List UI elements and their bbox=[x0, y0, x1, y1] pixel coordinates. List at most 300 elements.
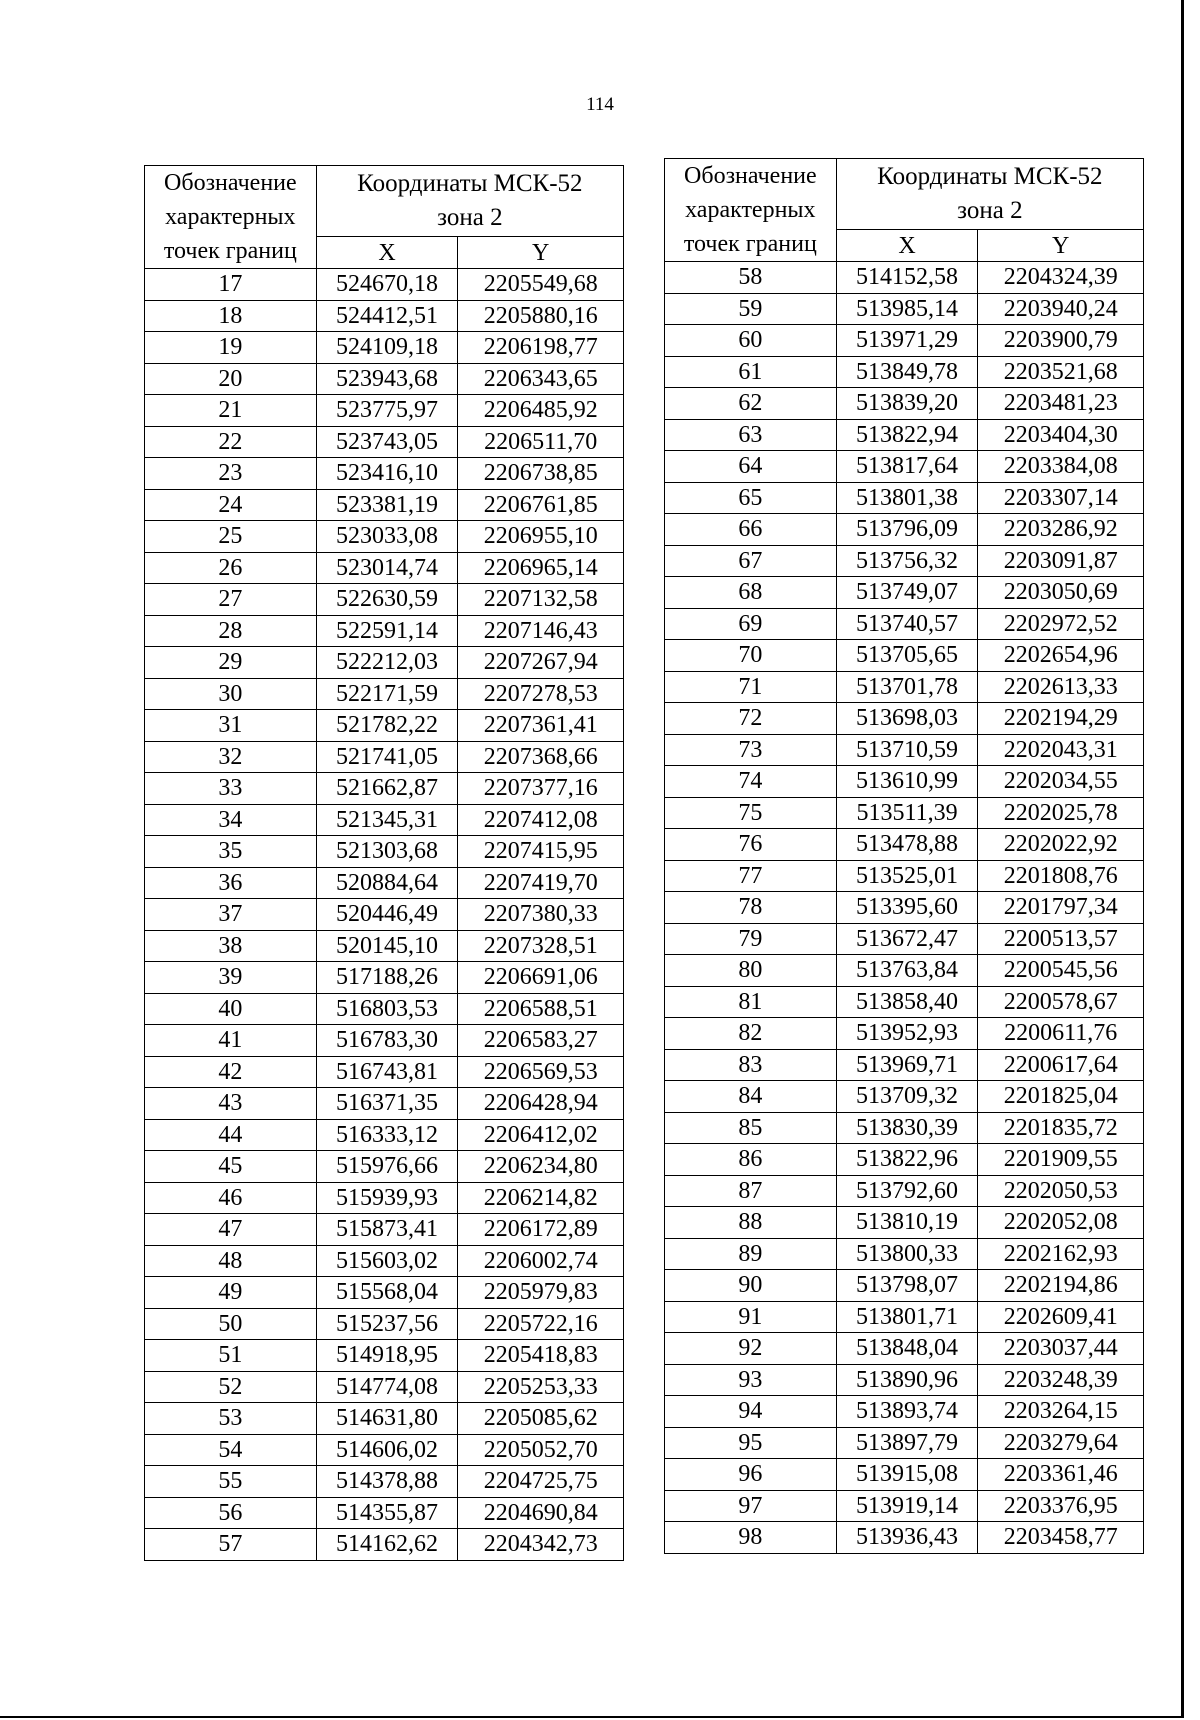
y-coordinate-cell: 2207278,53 bbox=[458, 678, 624, 710]
point-id-cell: 19 bbox=[145, 332, 317, 364]
point-id-cell: 20 bbox=[145, 363, 317, 395]
table-row bbox=[145, 1056, 624, 1088]
y-coordinate-cell: 2206761,85 bbox=[458, 489, 624, 521]
x-coordinate-cell: 520884,64 bbox=[316, 867, 458, 899]
point-id-cell: 28 bbox=[145, 615, 317, 647]
table-row bbox=[665, 797, 1144, 829]
y-coordinate-cell: 2207267,94 bbox=[458, 647, 624, 679]
x-coordinate-cell: 515939,93 bbox=[316, 1182, 458, 1214]
x-coordinate-cell: 515976,66 bbox=[316, 1151, 458, 1183]
point-id-cell: 91 bbox=[665, 1301, 837, 1333]
x-coordinate-cell: 514606,02 bbox=[316, 1434, 458, 1466]
table-row bbox=[145, 1088, 624, 1120]
x-coordinate-cell: 520145,10 bbox=[316, 930, 458, 962]
point-id-cell: 62 bbox=[665, 388, 837, 420]
y-coordinate-cell: 2207361,41 bbox=[458, 710, 624, 742]
table-row bbox=[665, 388, 1144, 420]
y-coordinate-cell: 2207380,33 bbox=[458, 899, 624, 931]
point-id-cell: 36 bbox=[145, 867, 317, 899]
y-coordinate-cell: 2200513,57 bbox=[978, 923, 1144, 955]
table-row bbox=[145, 1025, 624, 1057]
y-coordinate-cell: 2203037,44 bbox=[978, 1333, 1144, 1365]
y-coordinate-cell: 2203900,79 bbox=[978, 325, 1144, 357]
table-row bbox=[145, 836, 624, 868]
y-coordinate-cell: 2203279,64 bbox=[978, 1427, 1144, 1459]
y-coordinate-cell: 2205979,83 bbox=[458, 1277, 624, 1309]
x-coordinate-cell: 513395,60 bbox=[836, 892, 978, 924]
table-body bbox=[145, 269, 624, 1561]
point-id-cell: 96 bbox=[665, 1459, 837, 1491]
y-coordinate-cell: 2202022,92 bbox=[978, 829, 1144, 861]
x-coordinate-cell: 524670,18 bbox=[316, 269, 458, 301]
point-id-cell: 77 bbox=[665, 860, 837, 892]
table-row bbox=[665, 671, 1144, 703]
table-row bbox=[145, 993, 624, 1025]
point-id-cell: 75 bbox=[665, 797, 837, 829]
table-row bbox=[665, 1238, 1144, 1270]
table-row bbox=[665, 734, 1144, 766]
point-id-cell: 38 bbox=[145, 930, 317, 962]
x-coordinate-cell: 523033,08 bbox=[316, 521, 458, 553]
table-row bbox=[145, 1497, 624, 1529]
table-row bbox=[665, 1018, 1144, 1050]
y-coordinate-cell: 2205085,62 bbox=[458, 1403, 624, 1435]
x-coordinate-cell: 513848,04 bbox=[836, 1333, 978, 1365]
x-coordinate-cell: 513801,38 bbox=[836, 482, 978, 514]
x-coordinate-cell: 514152,58 bbox=[836, 262, 978, 294]
y-coordinate-cell: 2207415,95 bbox=[458, 836, 624, 868]
point-id-cell: 82 bbox=[665, 1018, 837, 1050]
y-coordinate-cell: 2207419,70 bbox=[458, 867, 624, 899]
x-coordinate-cell: 523775,97 bbox=[316, 395, 458, 427]
table-row bbox=[145, 962, 624, 994]
point-id-cell: 84 bbox=[665, 1081, 837, 1113]
table-row bbox=[145, 773, 624, 805]
point-id-cell: 34 bbox=[145, 804, 317, 836]
y-coordinate-cell: 2203404,30 bbox=[978, 419, 1144, 451]
x-coordinate-cell: 513839,20 bbox=[836, 388, 978, 420]
table-row bbox=[665, 955, 1144, 987]
header-point-label: Обозначение характерных точек границ bbox=[665, 159, 837, 262]
table-row bbox=[145, 1182, 624, 1214]
point-id-cell: 67 bbox=[665, 545, 837, 577]
table-row bbox=[145, 1403, 624, 1435]
x-coordinate-cell: 523743,05 bbox=[316, 426, 458, 458]
y-coordinate-cell: 2206955,10 bbox=[458, 521, 624, 553]
y-coordinate-cell: 2204690,84 bbox=[458, 1497, 624, 1529]
x-coordinate-cell: 513710,59 bbox=[836, 734, 978, 766]
table-body bbox=[665, 262, 1144, 1554]
point-id-cell: 55 bbox=[145, 1466, 317, 1498]
point-id-cell: 86 bbox=[665, 1144, 837, 1176]
table-row bbox=[145, 426, 624, 458]
point-id-cell: 69 bbox=[665, 608, 837, 640]
y-coordinate-cell: 2203458,77 bbox=[978, 1522, 1144, 1554]
x-coordinate-cell: 515237,56 bbox=[316, 1308, 458, 1340]
header-point-label: Обозначение характерных точек границ bbox=[145, 166, 317, 269]
y-coordinate-cell: 2206002,74 bbox=[458, 1245, 624, 1277]
table-row bbox=[665, 419, 1144, 451]
y-coordinate-cell: 2203384,08 bbox=[978, 451, 1144, 483]
table-row bbox=[665, 892, 1144, 924]
x-coordinate-cell: 522212,03 bbox=[316, 647, 458, 679]
point-id-cell: 88 bbox=[665, 1207, 837, 1239]
x-coordinate-cell: 516371,35 bbox=[316, 1088, 458, 1120]
y-coordinate-cell: 2202613,33 bbox=[978, 671, 1144, 703]
point-id-cell: 53 bbox=[145, 1403, 317, 1435]
y-coordinate-cell: 2203361,46 bbox=[978, 1459, 1144, 1491]
x-coordinate-cell: 516333,12 bbox=[316, 1119, 458, 1151]
x-coordinate-cell: 516803,53 bbox=[316, 993, 458, 1025]
table-row bbox=[665, 923, 1144, 955]
table-row bbox=[145, 1371, 624, 1403]
x-coordinate-cell: 521782,22 bbox=[316, 710, 458, 742]
x-coordinate-cell: 515873,41 bbox=[316, 1214, 458, 1246]
y-coordinate-cell: 2202050,53 bbox=[978, 1175, 1144, 1207]
y-coordinate-cell: 2205880,16 bbox=[458, 300, 624, 332]
y-coordinate-cell: 2202972,52 bbox=[978, 608, 1144, 640]
x-coordinate-cell: 513698,03 bbox=[836, 703, 978, 735]
table-row bbox=[665, 829, 1144, 861]
y-coordinate-cell: 2201808,76 bbox=[978, 860, 1144, 892]
table-row bbox=[145, 1245, 624, 1277]
x-coordinate-cell: 521662,87 bbox=[316, 773, 458, 805]
point-id-cell: 17 bbox=[145, 269, 317, 301]
x-coordinate-cell: 513858,40 bbox=[836, 986, 978, 1018]
table-row bbox=[665, 1175, 1144, 1207]
point-id-cell: 80 bbox=[665, 955, 837, 987]
y-coordinate-cell: 2201825,04 bbox=[978, 1081, 1144, 1113]
point-id-cell: 97 bbox=[665, 1490, 837, 1522]
table-row bbox=[145, 615, 624, 647]
y-coordinate-cell: 2202654,96 bbox=[978, 640, 1144, 672]
x-coordinate-cell: 523381,19 bbox=[316, 489, 458, 521]
table-row bbox=[665, 1144, 1144, 1176]
table-row bbox=[145, 269, 624, 301]
x-coordinate-cell: 513705,65 bbox=[836, 640, 978, 672]
table-row bbox=[145, 867, 624, 899]
point-id-cell: 63 bbox=[665, 419, 837, 451]
y-coordinate-cell: 2200578,67 bbox=[978, 986, 1144, 1018]
x-coordinate-cell: 513796,09 bbox=[836, 514, 978, 546]
point-id-cell: 78 bbox=[665, 892, 837, 924]
x-coordinate-cell: 513511,39 bbox=[836, 797, 978, 829]
point-id-cell: 42 bbox=[145, 1056, 317, 1088]
point-id-cell: 57 bbox=[145, 1529, 317, 1561]
table-row bbox=[145, 1340, 624, 1372]
x-coordinate-cell: 513830,39 bbox=[836, 1112, 978, 1144]
y-coordinate-cell: 2206172,89 bbox=[458, 1214, 624, 1246]
table-row bbox=[665, 545, 1144, 577]
x-coordinate-cell: 513763,84 bbox=[836, 955, 978, 987]
header-coords-label: Координаты МСК-52 зона 2 bbox=[316, 166, 623, 237]
table-row bbox=[665, 1490, 1144, 1522]
table-row bbox=[665, 1301, 1144, 1333]
table-row bbox=[665, 1333, 1144, 1365]
y-coordinate-cell: 2202043,31 bbox=[978, 734, 1144, 766]
x-coordinate-cell: 513817,64 bbox=[836, 451, 978, 483]
x-coordinate-cell: 523014,74 bbox=[316, 552, 458, 584]
point-id-cell: 66 bbox=[665, 514, 837, 546]
x-coordinate-cell: 514355,87 bbox=[316, 1497, 458, 1529]
point-id-cell: 23 bbox=[145, 458, 317, 490]
point-id-cell: 64 bbox=[665, 451, 837, 483]
point-id-cell: 46 bbox=[145, 1182, 317, 1214]
point-id-cell: 93 bbox=[665, 1364, 837, 1396]
point-id-cell: 21 bbox=[145, 395, 317, 427]
table-row bbox=[665, 1459, 1144, 1491]
x-coordinate-cell: 513849,78 bbox=[836, 356, 978, 388]
x-coordinate-cell: 513792,60 bbox=[836, 1175, 978, 1207]
table-row bbox=[145, 552, 624, 584]
y-coordinate-cell: 2205722,16 bbox=[458, 1308, 624, 1340]
point-id-cell: 68 bbox=[665, 577, 837, 609]
table-row bbox=[665, 1049, 1144, 1081]
x-coordinate-cell: 524412,51 bbox=[316, 300, 458, 332]
table-row bbox=[665, 703, 1144, 735]
point-id-cell: 54 bbox=[145, 1434, 317, 1466]
x-coordinate-cell: 513672,47 bbox=[836, 923, 978, 955]
y-coordinate-cell: 2205549,68 bbox=[458, 269, 624, 301]
x-coordinate-cell: 514378,88 bbox=[316, 1466, 458, 1498]
point-id-cell: 65 bbox=[665, 482, 837, 514]
x-coordinate-cell: 513756,32 bbox=[836, 545, 978, 577]
table-row bbox=[145, 489, 624, 521]
y-coordinate-cell: 2206412,02 bbox=[458, 1119, 624, 1151]
point-id-cell: 98 bbox=[665, 1522, 837, 1554]
point-id-cell: 51 bbox=[145, 1340, 317, 1372]
x-coordinate-cell: 514162,62 bbox=[316, 1529, 458, 1561]
y-coordinate-cell: 2206343,65 bbox=[458, 363, 624, 395]
point-id-cell: 24 bbox=[145, 489, 317, 521]
table-row bbox=[145, 458, 624, 490]
x-coordinate-cell: 513897,79 bbox=[836, 1427, 978, 1459]
point-id-cell: 30 bbox=[145, 678, 317, 710]
table-row bbox=[665, 1396, 1144, 1428]
x-coordinate-cell: 513701,78 bbox=[836, 671, 978, 703]
x-coordinate-cell: 513915,08 bbox=[836, 1459, 978, 1491]
y-coordinate-cell: 2201835,72 bbox=[978, 1112, 1144, 1144]
y-coordinate-cell: 2207146,43 bbox=[458, 615, 624, 647]
x-coordinate-cell: 513985,14 bbox=[836, 293, 978, 325]
x-coordinate-cell: 517188,26 bbox=[316, 962, 458, 994]
point-id-cell: 59 bbox=[665, 293, 837, 325]
x-coordinate-cell: 520446,49 bbox=[316, 899, 458, 931]
table-row bbox=[145, 395, 624, 427]
x-coordinate-cell: 516743,81 bbox=[316, 1056, 458, 1088]
x-coordinate-cell: 521345,31 bbox=[316, 804, 458, 836]
y-coordinate-cell: 2206588,51 bbox=[458, 993, 624, 1025]
point-id-cell: 49 bbox=[145, 1277, 317, 1309]
x-coordinate-cell: 523416,10 bbox=[316, 458, 458, 490]
table-row bbox=[145, 1308, 624, 1340]
y-coordinate-cell: 2203050,69 bbox=[978, 577, 1144, 609]
y-coordinate-cell: 2207377,16 bbox=[458, 773, 624, 805]
point-id-cell: 90 bbox=[665, 1270, 837, 1302]
point-id-cell: 48 bbox=[145, 1245, 317, 1277]
point-id-cell: 32 bbox=[145, 741, 317, 773]
table-row bbox=[145, 678, 624, 710]
y-coordinate-cell: 2203940,24 bbox=[978, 293, 1144, 325]
table-row bbox=[665, 1207, 1144, 1239]
x-coordinate-cell: 513919,14 bbox=[836, 1490, 978, 1522]
point-id-cell: 27 bbox=[145, 584, 317, 616]
y-coordinate-cell: 2203248,39 bbox=[978, 1364, 1144, 1396]
x-coordinate-cell: 515568,04 bbox=[316, 1277, 458, 1309]
point-id-cell: 33 bbox=[145, 773, 317, 805]
point-id-cell: 43 bbox=[145, 1088, 317, 1120]
y-coordinate-cell: 2206965,14 bbox=[458, 552, 624, 584]
header-y: Y bbox=[458, 237, 624, 269]
point-id-cell: 94 bbox=[665, 1396, 837, 1428]
header-x: X bbox=[316, 237, 458, 269]
y-coordinate-cell: 2202609,41 bbox=[978, 1301, 1144, 1333]
header-coords-label: Координаты МСК-52 зона 2 bbox=[836, 159, 1143, 230]
point-id-cell: 83 bbox=[665, 1049, 837, 1081]
y-coordinate-cell: 2206428,94 bbox=[458, 1088, 624, 1120]
table-row bbox=[665, 986, 1144, 1018]
point-id-cell: 72 bbox=[665, 703, 837, 735]
point-id-cell: 22 bbox=[145, 426, 317, 458]
point-id-cell: 56 bbox=[145, 1497, 317, 1529]
x-coordinate-cell: 513936,43 bbox=[836, 1522, 978, 1554]
point-id-cell: 41 bbox=[145, 1025, 317, 1057]
y-coordinate-cell: 2202162,93 bbox=[978, 1238, 1144, 1270]
y-coordinate-cell: 2206234,80 bbox=[458, 1151, 624, 1183]
y-coordinate-cell: 2202025,78 bbox=[978, 797, 1144, 829]
point-id-cell: 35 bbox=[145, 836, 317, 868]
point-id-cell: 76 bbox=[665, 829, 837, 861]
y-coordinate-cell: 2203264,15 bbox=[978, 1396, 1144, 1428]
point-id-cell: 71 bbox=[665, 671, 837, 703]
x-coordinate-cell: 513971,29 bbox=[836, 325, 978, 357]
x-coordinate-cell: 516783,30 bbox=[316, 1025, 458, 1057]
point-id-cell: 25 bbox=[145, 521, 317, 553]
x-coordinate-cell: 513822,96 bbox=[836, 1144, 978, 1176]
y-coordinate-cell: 2206569,53 bbox=[458, 1056, 624, 1088]
x-coordinate-cell: 513969,71 bbox=[836, 1049, 978, 1081]
table-row bbox=[145, 1434, 624, 1466]
point-id-cell: 70 bbox=[665, 640, 837, 672]
y-coordinate-cell: 2207412,08 bbox=[458, 804, 624, 836]
table-row bbox=[145, 1214, 624, 1246]
y-coordinate-cell: 2203091,87 bbox=[978, 545, 1144, 577]
point-id-cell: 47 bbox=[145, 1214, 317, 1246]
table-row bbox=[665, 325, 1144, 357]
y-coordinate-cell: 2204342,73 bbox=[458, 1529, 624, 1561]
x-coordinate-cell: 513893,74 bbox=[836, 1396, 978, 1428]
point-id-cell: 92 bbox=[665, 1333, 837, 1365]
coordinates-table-left bbox=[144, 165, 624, 1561]
y-coordinate-cell: 2203376,95 bbox=[978, 1490, 1144, 1522]
y-coordinate-cell: 2200617,64 bbox=[978, 1049, 1144, 1081]
x-coordinate-cell: 514631,80 bbox=[316, 1403, 458, 1435]
x-coordinate-cell: 513952,93 bbox=[836, 1018, 978, 1050]
y-coordinate-cell: 2206691,06 bbox=[458, 962, 624, 994]
table-row bbox=[665, 262, 1144, 294]
page-number: 114 bbox=[586, 94, 614, 115]
table-row bbox=[145, 1119, 624, 1151]
y-coordinate-cell: 2204324,39 bbox=[978, 262, 1144, 294]
x-coordinate-cell: 513822,94 bbox=[836, 419, 978, 451]
x-coordinate-cell: 514774,08 bbox=[316, 1371, 458, 1403]
point-id-cell: 85 bbox=[665, 1112, 837, 1144]
table-row bbox=[145, 710, 624, 742]
point-id-cell: 74 bbox=[665, 766, 837, 798]
x-coordinate-cell: 515603,02 bbox=[316, 1245, 458, 1277]
y-coordinate-cell: 2203286,92 bbox=[978, 514, 1144, 546]
y-coordinate-cell: 2203521,68 bbox=[978, 356, 1144, 388]
table-row bbox=[665, 1081, 1144, 1113]
x-coordinate-cell: 513890,96 bbox=[836, 1364, 978, 1396]
header-y: Y bbox=[978, 230, 1144, 262]
table-row bbox=[665, 482, 1144, 514]
table-row bbox=[145, 521, 624, 553]
x-coordinate-cell: 513801,71 bbox=[836, 1301, 978, 1333]
x-coordinate-cell: 513478,88 bbox=[836, 829, 978, 861]
y-coordinate-cell: 2206583,27 bbox=[458, 1025, 624, 1057]
y-coordinate-cell: 2207328,51 bbox=[458, 930, 624, 962]
point-id-cell: 73 bbox=[665, 734, 837, 766]
table-row bbox=[145, 647, 624, 679]
y-coordinate-cell: 2201909,55 bbox=[978, 1144, 1144, 1176]
point-id-cell: 60 bbox=[665, 325, 837, 357]
point-id-cell: 31 bbox=[145, 710, 317, 742]
y-coordinate-cell: 2206214,82 bbox=[458, 1182, 624, 1214]
y-coordinate-cell: 2203307,14 bbox=[978, 482, 1144, 514]
y-coordinate-cell: 2202052,08 bbox=[978, 1207, 1144, 1239]
point-id-cell: 61 bbox=[665, 356, 837, 388]
point-id-cell: 37 bbox=[145, 899, 317, 931]
x-coordinate-cell: 513810,19 bbox=[836, 1207, 978, 1239]
point-id-cell: 40 bbox=[145, 993, 317, 1025]
table-row bbox=[665, 293, 1144, 325]
point-id-cell: 95 bbox=[665, 1427, 837, 1459]
table-row bbox=[665, 1112, 1144, 1144]
table-row bbox=[665, 1427, 1144, 1459]
y-coordinate-cell: 2203481,23 bbox=[978, 388, 1144, 420]
table-row bbox=[665, 451, 1144, 483]
x-coordinate-cell: 522171,59 bbox=[316, 678, 458, 710]
point-id-cell: 87 bbox=[665, 1175, 837, 1207]
coordinates-table-right bbox=[664, 158, 1144, 1554]
header-x: X bbox=[836, 230, 978, 262]
point-id-cell: 18 bbox=[145, 300, 317, 332]
y-coordinate-cell: 2205052,70 bbox=[458, 1434, 624, 1466]
table-row bbox=[665, 608, 1144, 640]
y-coordinate-cell: 2207132,58 bbox=[458, 584, 624, 616]
x-coordinate-cell: 513525,01 bbox=[836, 860, 978, 892]
table-row bbox=[665, 766, 1144, 798]
x-coordinate-cell: 513740,57 bbox=[836, 608, 978, 640]
y-coordinate-cell: 2201797,34 bbox=[978, 892, 1144, 924]
x-coordinate-cell: 522591,14 bbox=[316, 615, 458, 647]
x-coordinate-cell: 524109,18 bbox=[316, 332, 458, 364]
table-row bbox=[665, 1364, 1144, 1396]
point-id-cell: 50 bbox=[145, 1308, 317, 1340]
x-coordinate-cell: 523943,68 bbox=[316, 363, 458, 395]
x-coordinate-cell: 522630,59 bbox=[316, 584, 458, 616]
x-coordinate-cell: 513798,07 bbox=[836, 1270, 978, 1302]
y-coordinate-cell: 2200611,76 bbox=[978, 1018, 1144, 1050]
y-coordinate-cell: 2200545,56 bbox=[978, 955, 1144, 987]
x-coordinate-cell: 513800,33 bbox=[836, 1238, 978, 1270]
table-row bbox=[145, 300, 624, 332]
y-coordinate-cell: 2206511,70 bbox=[458, 426, 624, 458]
y-coordinate-cell: 2205418,83 bbox=[458, 1340, 624, 1372]
table-row bbox=[665, 1522, 1144, 1554]
table-row bbox=[145, 804, 624, 836]
